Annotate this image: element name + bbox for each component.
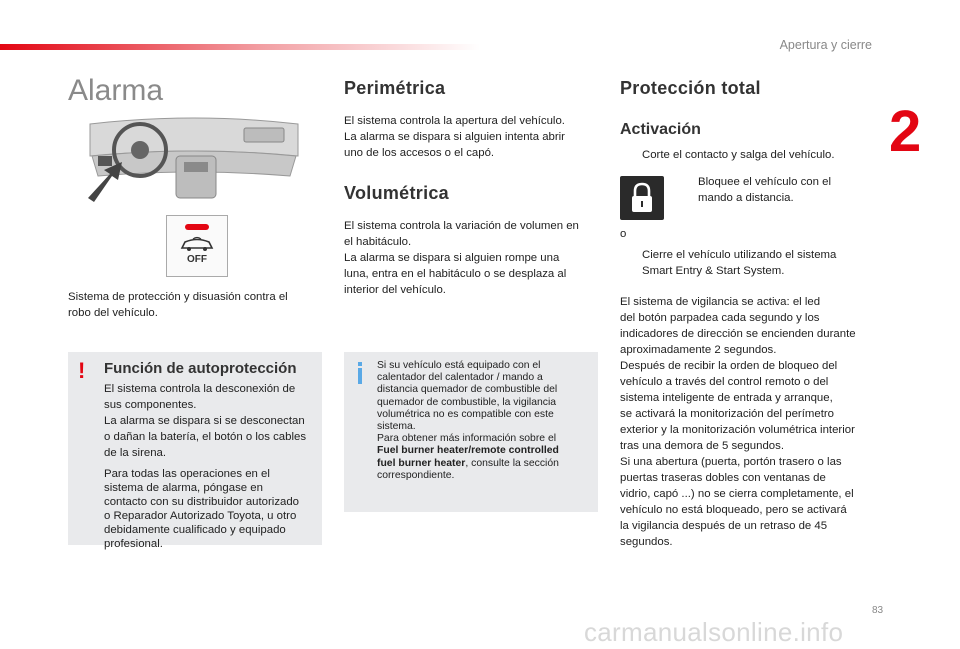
alarm-off-button-illustration xyxy=(166,215,228,277)
step-2 xyxy=(676,174,866,206)
body-line: puertas traseras dobles con ventanas de xyxy=(620,472,826,484)
warning-line: El sistema controla la desconexión de xyxy=(104,383,296,395)
step-2-line: mando a distancia. xyxy=(698,192,794,204)
bullet-marker xyxy=(620,247,642,279)
volumetrica-line: luna, entra en el habitáculo o se desplaza al xyxy=(344,268,567,280)
caption-line: robo del vehículo. xyxy=(68,307,158,319)
body-line: Después de recibir la orden de bloqueo del xyxy=(620,360,838,372)
middle-column xyxy=(344,78,600,298)
perimetrica-line: El sistema controla la apertura del vehículo. xyxy=(344,115,565,127)
warning-box xyxy=(68,352,322,550)
warning-icon: ! xyxy=(78,358,86,383)
led-indicator xyxy=(185,224,209,230)
bullet-marker xyxy=(676,174,698,206)
body-line: segundos. xyxy=(620,536,673,548)
body-line: vehículo a través del control remoto o del xyxy=(620,376,829,388)
activacion-heading: Activación xyxy=(620,121,701,138)
info-bold-line: Fuel burner heater/remote controlled xyxy=(377,445,559,457)
header-accent-bar xyxy=(0,44,480,50)
info-line: quemador de combustible, la vigilancia xyxy=(377,396,557,408)
warning-line: profesional. xyxy=(104,538,163,550)
step-1-text: Corte el contacto y salga del vehículo. xyxy=(642,149,835,161)
left-caption xyxy=(68,289,318,321)
warning-line: debidamente cualificado y equipado xyxy=(104,524,286,536)
warning-line: La alarma se dispara si se desconectan xyxy=(104,415,305,427)
body-line: del botón parpadea cada segundo y los xyxy=(620,312,820,324)
body-line: tras una demora de 5 segundos. xyxy=(620,440,785,452)
volumetrica-line: interior del vehículo. xyxy=(344,284,446,296)
chapter-number: 2 xyxy=(889,99,922,164)
volumetrica-heading: Volumétrica xyxy=(344,183,449,203)
warning-line: sus componentes. xyxy=(104,399,197,411)
info-icon xyxy=(352,362,368,384)
info-line: correspondiente. xyxy=(377,469,455,481)
step-3-line: Smart Entry & Start System. xyxy=(642,265,785,277)
warning-line: contacto con su distribuidor autorizado xyxy=(104,496,300,508)
warning-line: o dañan la batería, el botón o los cables xyxy=(104,431,307,443)
perimetrica-heading: Perimétrica xyxy=(344,78,446,98)
car-alarm-icon xyxy=(179,236,215,252)
info-line: Para obtener más información sobre el xyxy=(377,433,557,445)
info-box xyxy=(344,352,598,512)
volumetrica-line: el habitáculo. xyxy=(344,236,412,248)
watermark: carmanualsonline.info xyxy=(584,617,844,647)
dashboard-illustration xyxy=(84,116,302,202)
info-line: sistema. xyxy=(377,421,416,433)
info-line: Si su vehículo está equipado con el xyxy=(377,360,541,371)
body-line: El sistema de vigilancia se activa: el led xyxy=(620,296,821,308)
off-label: OFF xyxy=(187,254,207,265)
step-3 xyxy=(620,247,878,279)
step-2-line: Bloquee el vehículo con el xyxy=(698,176,831,188)
bullet-marker xyxy=(620,147,642,163)
info-line: volumétrica no es compatible con este xyxy=(377,408,554,420)
page-title: Alarma xyxy=(68,74,164,107)
info-bold-term: fuel burner heater xyxy=(377,457,466,469)
section-title: Apertura y cierre xyxy=(779,38,872,52)
warning-line: de la sirena. xyxy=(104,447,167,459)
warning-line: Para todas las operaciones en el xyxy=(104,468,270,480)
volumetrica-line: El sistema controla la variación de volumen en xyxy=(344,220,579,232)
warning-title: Función de autoprotección xyxy=(104,360,297,377)
lock-button-icon xyxy=(620,176,664,220)
body-line: se activará la monitorización del perímetro xyxy=(620,408,834,420)
activation-description xyxy=(620,294,882,550)
right-column xyxy=(620,78,878,163)
body-line: exterior y la monitorización volumétrica interior xyxy=(620,424,855,436)
body-line: Si una abertura (puerta, portón trasero o las xyxy=(620,456,842,468)
or-text: o xyxy=(620,228,627,240)
step-1 xyxy=(620,147,878,163)
body-line: la vigilancia después de un retraso de 45 xyxy=(620,520,828,532)
step-3-line: Cierre el vehículo utilizando el sistema xyxy=(642,249,837,261)
warning-line: o Reparador Autorizado Toyota, u otro xyxy=(104,510,297,522)
page-number: 83 xyxy=(872,605,884,616)
proteccion-heading: Protección total xyxy=(620,78,761,98)
caption-line: Sistema de protección y disuasión contra el xyxy=(68,291,288,303)
warning-line: sistema de alarma, póngase en xyxy=(104,482,263,494)
info-line: distancia quemador de combustible del xyxy=(377,384,558,396)
body-line: vehículo no está bloqueado, pero se activará xyxy=(620,504,847,516)
volumetrica-line: La alarma se dispara si alguien rompe una xyxy=(344,252,560,264)
info-line: calentador del calentador / mando a xyxy=(377,372,543,384)
perimetrica-line: uno de los accesos o el capó. xyxy=(344,147,495,159)
info-line: , consulte la sección xyxy=(465,457,559,469)
perimetrica-line: La alarma se dispara si alguien intenta abrir xyxy=(344,131,565,143)
or-label xyxy=(620,226,626,242)
body-line: aproximadamente 2 segundos. xyxy=(620,344,777,356)
body-line: vidrio, capó ...) no se cierra completamente, el xyxy=(620,488,854,500)
left-column xyxy=(68,74,163,108)
body-line: sistema inteligente de entrada y arranque, xyxy=(620,392,833,404)
body-line: indicadores de dirección se encienden durante xyxy=(620,328,856,340)
